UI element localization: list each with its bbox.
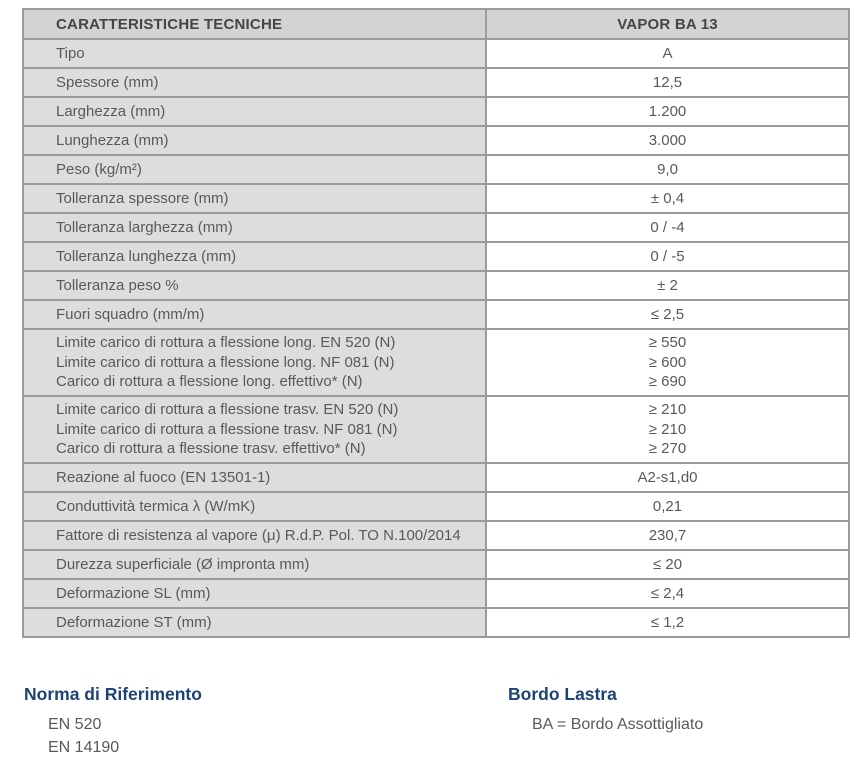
table-row — [23, 550, 849, 579]
row-label: Larghezza (mm) — [23, 97, 486, 126]
row-value: ± 0,4 — [486, 184, 849, 213]
row-label: Deformazione SL (mm) — [23, 579, 486, 608]
row-value: 3.000 — [486, 126, 849, 155]
row-value: 12,5 — [486, 68, 849, 97]
table-row — [23, 97, 849, 126]
row-value: 230,7 — [486, 521, 849, 550]
row-label: Reazione al fuoco (EN 13501-1) — [23, 463, 486, 492]
specs-table — [22, 8, 850, 638]
table-row — [23, 155, 849, 184]
board-edge-block — [508, 684, 703, 736]
row-label: Fattore di resistenza al vapore (μ) R.d.P. Pol. TO N.100/2014 — [23, 521, 486, 550]
row-value: ≤ 20 — [486, 550, 849, 579]
row-label: Limite carico di rottura a flessione trasv. EN 520 (N) Limite carico di rottura a flessione trasv. NF 081 (N) Carico di rottura a flessione trasv. effettivo* (N) — [23, 396, 486, 463]
row-label: Peso (kg/m²) — [23, 155, 486, 184]
row-label: Durezza superficiale (Ø impronta mm) — [23, 550, 486, 579]
table-row — [23, 242, 849, 271]
table-header-product: VAPOR BA 13 — [486, 9, 849, 39]
row-label: Fuori squadro (mm/m) — [23, 300, 486, 329]
table-row — [23, 68, 849, 97]
row-label: Spessore (mm) — [23, 68, 486, 97]
row-label: Tolleranza spessore (mm) — [23, 184, 486, 213]
table-header-row — [23, 9, 849, 39]
row-label: Tolleranza larghezza (mm) — [23, 213, 486, 242]
table-row — [23, 271, 849, 300]
table-row — [23, 126, 849, 155]
table-row — [23, 329, 849, 396]
table-row — [23, 39, 849, 68]
row-value: ≥ 210 ≥ 210 ≥ 270 — [486, 396, 849, 463]
row-value: ± 2 — [486, 271, 849, 300]
board-edge-item: BA = Bordo Assottigliato — [532, 716, 704, 733]
row-value: A — [486, 39, 849, 68]
reference-standards-block — [24, 684, 202, 759]
table-row — [23, 213, 849, 242]
table-row — [23, 521, 849, 550]
row-label: Lunghezza (mm) — [23, 126, 486, 155]
table-row — [23, 492, 849, 521]
table-row — [23, 396, 849, 463]
row-label: Tipo — [23, 39, 486, 68]
row-label: Limite carico di rottura a flessione long. EN 520 (N) Limite carico di rottura a flessione long. NF 081 (N) Carico di rottura a flessione long. effettivo* (N) — [23, 329, 486, 396]
table-row — [23, 300, 849, 329]
row-value: ≤ 1,2 — [486, 608, 849, 637]
row-label: Conduttività termica λ (W/mK) — [23, 492, 486, 521]
row-value: A2-s1,d0 — [486, 463, 849, 492]
table-body — [23, 39, 849, 637]
reference-standard-item: EN 14190 — [48, 739, 120, 756]
row-value: ≤ 2,4 — [486, 579, 849, 608]
row-value: 0 / -5 — [486, 242, 849, 271]
row-value: ≤ 2,5 — [486, 300, 849, 329]
table-row — [23, 184, 849, 213]
table-row — [23, 463, 849, 492]
row-label: Tolleranza peso % — [23, 271, 486, 300]
row-value: ≥ 550 ≥ 600 ≥ 690 — [486, 329, 849, 396]
row-value: 9,0 — [486, 155, 849, 184]
table-row — [23, 608, 849, 637]
row-label: Tolleranza lunghezza (mm) — [23, 242, 486, 271]
row-value: 0,21 — [486, 492, 849, 521]
row-value: 1.200 — [486, 97, 849, 126]
table-header-characteristics: CARATTERISTICHE TECNICHE — [23, 9, 486, 39]
reference-standards-title: Norma di Riferimento — [24, 684, 202, 704]
row-label: Deformazione ST (mm) — [23, 608, 486, 637]
board-edge-title: Bordo Lastra — [508, 684, 617, 704]
row-value: 0 / -4 — [486, 213, 849, 242]
reference-standard-item: EN 520 — [48, 716, 102, 733]
table-row — [23, 579, 849, 608]
